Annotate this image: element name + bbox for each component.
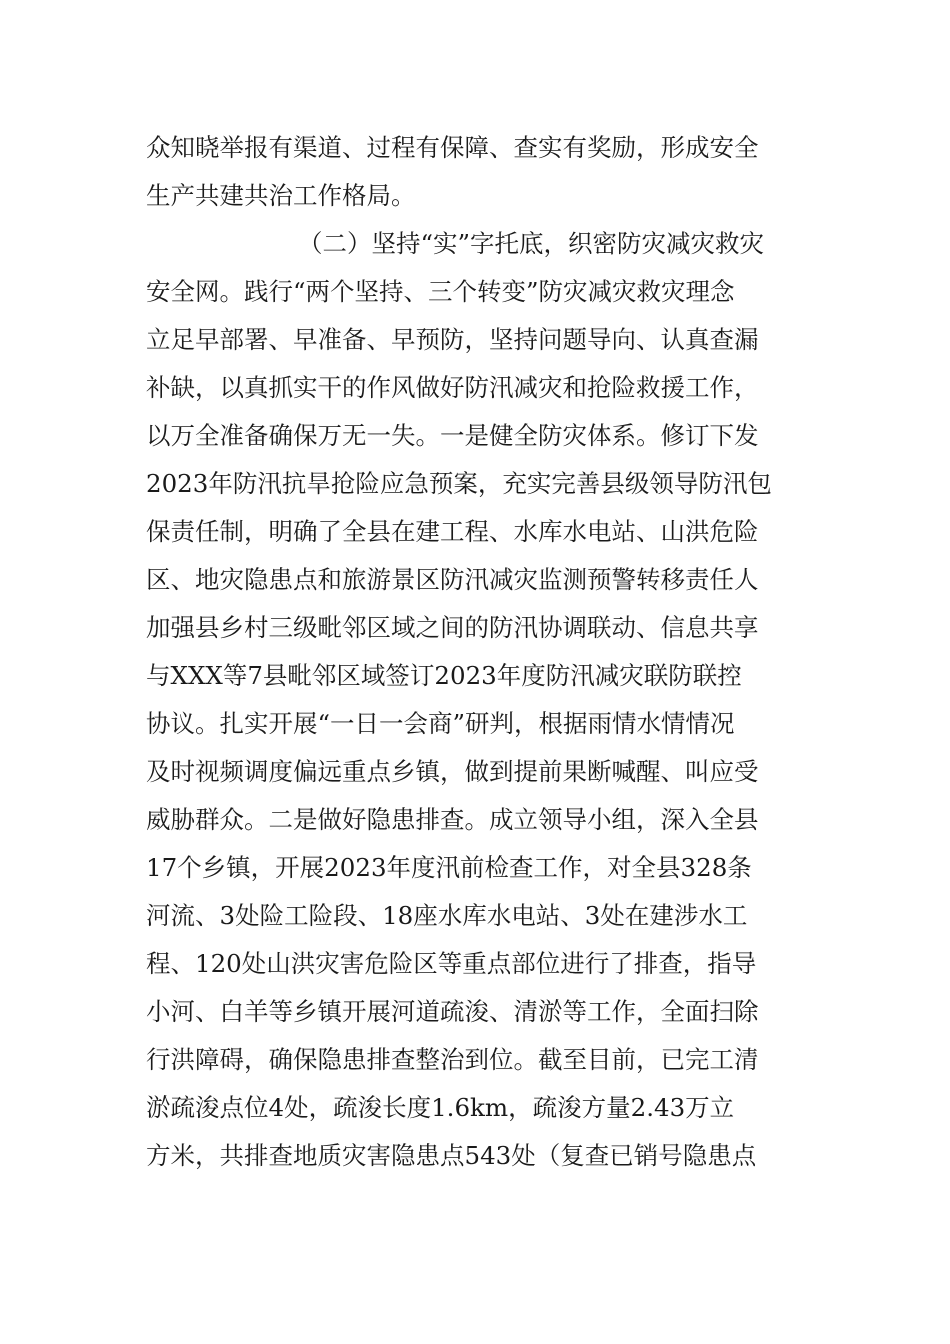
text-line: 威胁群众。二是做好隐患排查。成立领导小组，深入全县 <box>146 805 759 834</box>
text-line: 行洪障碍，确保隐患排查整治到位。截至目前，已完工清 <box>146 1045 759 1074</box>
text-line: 淤疏浚点位4处，疏浚长度1.6km，疏浚方量2.43万立 <box>146 1093 735 1122</box>
text-line: 2023年防汛抗旱抢险应急预案，充实完善县级领导防汛包 <box>146 469 772 498</box>
text-line: 17个乡镇，开展2023年度汛前检查工作，对全县328条 <box>146 853 752 882</box>
text-line: 保责任制，明确了全县在建工程、水库水电站、山洪危险 <box>146 517 759 546</box>
text-line: 及时视频调度偏远重点乡镇，做到提前果断喊醒、叫应受 <box>146 757 759 786</box>
text-line: 以万全准备确保万无一失。一是健全防灾体系。修订下发 <box>146 421 759 450</box>
text-line: 协议。扎实开展“一日一会商”研判，根据雨情水情情况 <box>146 709 735 738</box>
section-heading-line: （二）坚持“实”字托底，织密防灾减灾救灾 <box>298 229 765 258</box>
body-text <box>146 124 810 1180</box>
text-line: 区、地灾隐患点和旅游景区防汛减灾监测预警转移责任人 <box>146 565 759 594</box>
text-line: 加强县乡村三级毗邻区域之间的防汛协调联动、信息共享 <box>146 613 759 642</box>
text-line: 程、120处山洪灾害危险区等重点部位进行了排查，指导 <box>146 949 757 978</box>
text-line: 河流、3处险工险段、18座水库水电站、3处在建涉水工 <box>146 901 748 930</box>
text-line: 与XXX等7县毗邻区域签订2023年度防汛减灾联防联控 <box>146 661 742 690</box>
text-line: 众知晓举报有渠道、过程有保障、查实有奖励，形成安全 <box>146 133 759 162</box>
text-line: 小河、白羊等乡镇开展河道疏浚、清淤等工作，全面扫除 <box>146 997 759 1026</box>
text-line: 生产共建共治工作格局。 <box>146 181 416 210</box>
text-line: 安全网。践行“两个坚持、三个转变”防灾减灾救灾理念 <box>146 277 735 306</box>
text-line: 补缺，以真抓实干的作风做好防汛减灾和抢险救援工作， <box>146 373 759 402</box>
text-line: 方米，共排查地质灾害隐患点543处（复查已销号隐患点 <box>146 1141 757 1170</box>
text-line: 立足早部署、早准备、早预防，坚持问题导向、认真查漏 <box>146 325 759 354</box>
